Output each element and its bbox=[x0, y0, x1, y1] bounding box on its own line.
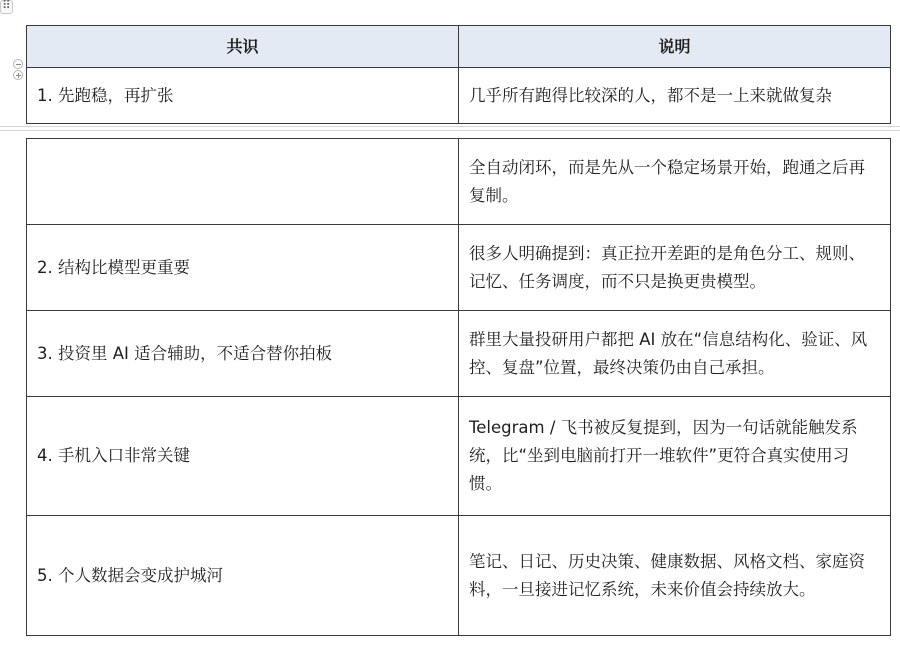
table-row bbox=[27, 225, 891, 311]
cell-explanation[interactable]: 很多人明确提到：真正拉开差距的是角色分工、规则、记忆、任务调度，而不只是换更贵模型。 bbox=[459, 225, 891, 311]
table-row bbox=[27, 397, 891, 516]
page-break-line bbox=[0, 126, 900, 127]
remove-row-icon[interactable] bbox=[13, 59, 23, 69]
consensus-table-page-1 bbox=[26, 25, 891, 124]
cell-explanation[interactable]: 群里大量投研用户都把 AI 放在“信息结构化、验证、风控、复盘”位置，最终决策仍由自己承担。 bbox=[459, 311, 891, 397]
table-row bbox=[27, 139, 891, 225]
cell-consensus-continued[interactable] bbox=[27, 139, 459, 225]
cell-explanation[interactable]: 笔记、日记、历史决策、健康数据、风格文档、家庭资料，一旦接进记忆系统，未来价值会持续放大。 bbox=[459, 516, 891, 636]
consensus-table-page-2 bbox=[26, 138, 891, 636]
cell-consensus[interactable]: 4. 手机入口非常关键 bbox=[27, 397, 459, 516]
header-row bbox=[27, 26, 891, 68]
add-row-icon[interactable] bbox=[13, 70, 23, 80]
page-break-line bbox=[0, 130, 900, 131]
cell-explanation[interactable]: 全自动闭环，而是先从一个稳定场景开始，跑通之后再复制。 bbox=[459, 139, 891, 225]
cell-consensus[interactable]: 2. 结构比模型更重要 bbox=[27, 225, 459, 311]
row-controls bbox=[13, 59, 25, 81]
cell-explanation[interactable]: Telegram / 飞书被反复提到，因为一句话就能触发系统，比“坐到电脑前打开一堆软件”更符合真实使用习惯。 bbox=[459, 397, 891, 516]
cell-consensus[interactable]: 1. 先跑稳，再扩张 bbox=[27, 68, 459, 124]
header-consensus[interactable]: 共识 bbox=[27, 26, 459, 68]
table-row bbox=[27, 516, 891, 636]
drag-dots-icon: ⠿ bbox=[2, 0, 9, 12]
table-drag-handle[interactable] bbox=[0, 0, 13, 14]
cell-consensus[interactable]: 5. 个人数据会变成护城河 bbox=[27, 516, 459, 636]
header-explanation[interactable]: 说明 bbox=[459, 26, 891, 68]
table-row bbox=[27, 68, 891, 124]
cell-explanation[interactable]: 几乎所有跑得比较深的人，都不是一上来就做复杂 bbox=[459, 68, 891, 124]
cell-consensus[interactable]: 3. 投资里 AI 适合辅助，不适合替你拍板 bbox=[27, 311, 459, 397]
table-row bbox=[27, 311, 891, 397]
